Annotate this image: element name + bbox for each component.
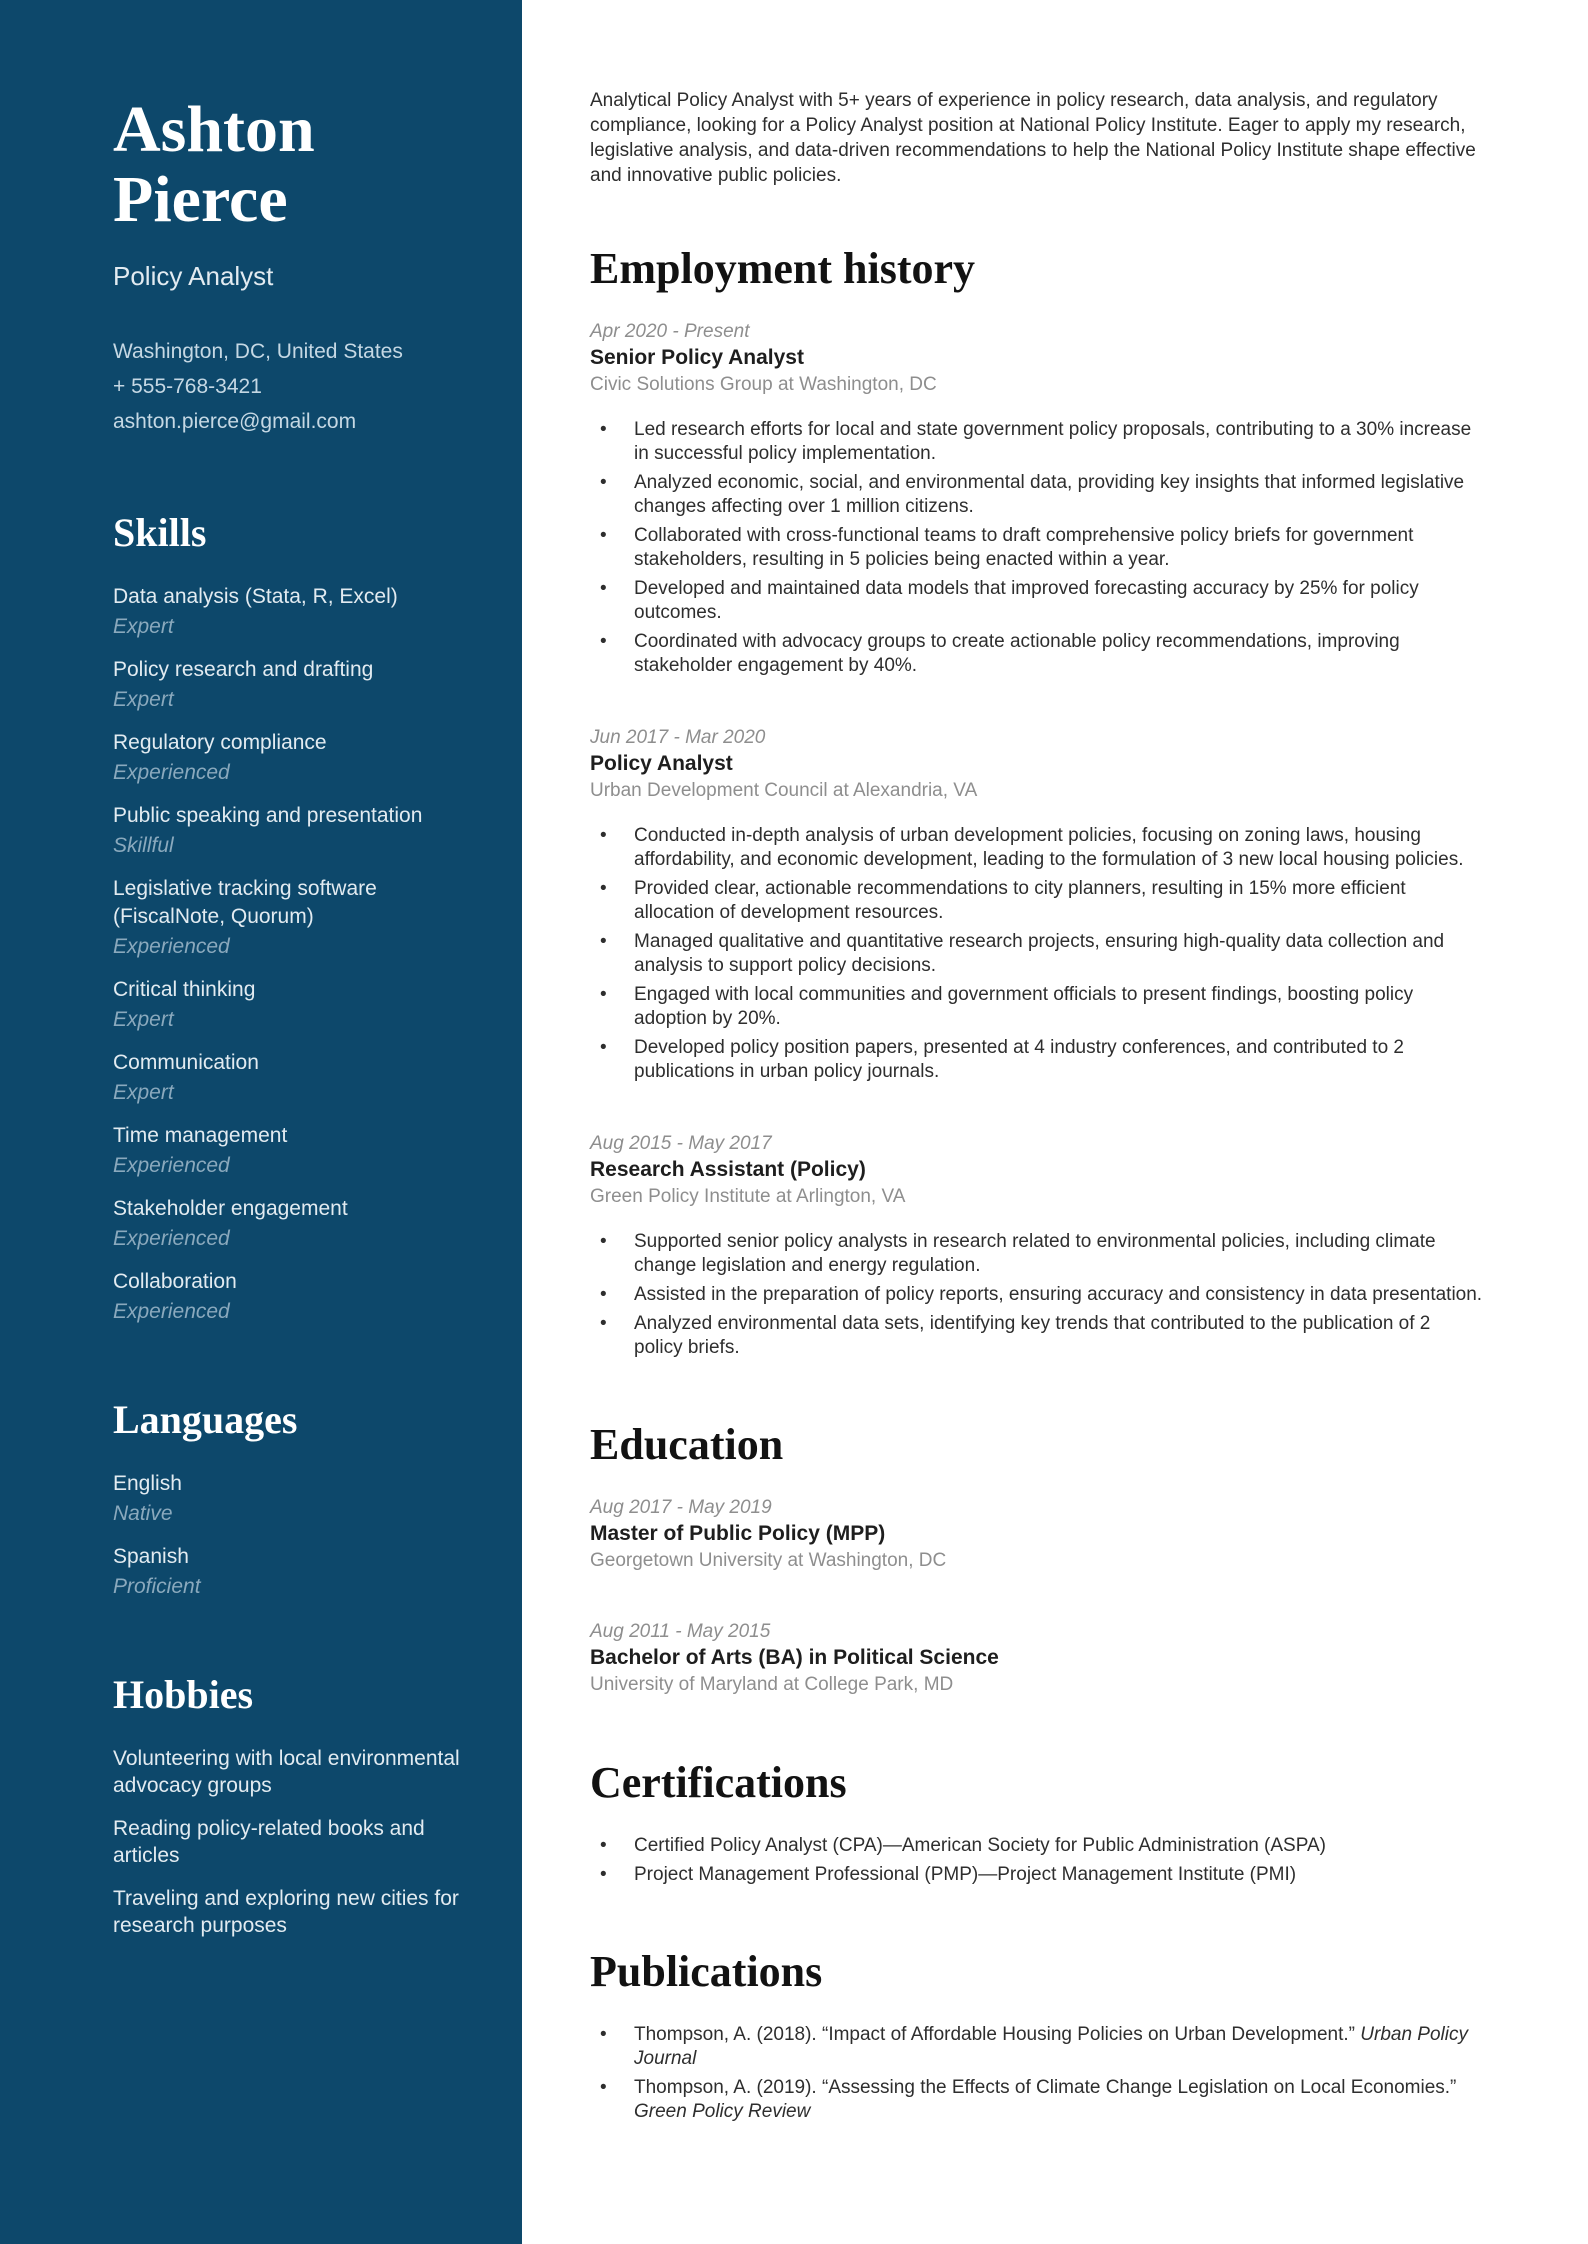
job-bullet: • Collaborated with cross-functional teams to draft comprehensive policy briefs for government stakeholders, resulting in 5 policies being enacted within a year. <box>590 524 1484 572</box>
profile-summary: Analytical Policy Analyst with 5+ years of experience in policy research, data analysis, and regulatory compliance, looking for a Policy Analyst position at National Policy Institute. Eager to apply my research, legislative analysis, and data-driven recommendations to help the National Policy Institute shape effective and innovative public policies. <box>590 90 1476 186</box>
hobby-item: Reading policy-related books and articles <box>113 1817 425 1867</box>
skill-level: Expert <box>113 615 174 638</box>
job-bullet: • Analyzed economic, social, and environmental data, providing key insights that informed legislative changes affecting over 1 million citizens. <box>590 471 1484 519</box>
main-content <box>522 0 1588 2244</box>
contact-email: ashton.pierce@gmail.com <box>113 410 357 433</box>
skill-item <box>113 1195 464 1253</box>
publication-journal: Urban Policy Journal <box>634 2024 1468 2069</box>
job-entry <box>590 1132 1484 1360</box>
language-name: English <box>113 1472 182 1495</box>
language-level: Native <box>113 1502 173 1525</box>
hobby-item: Volunteering with local environmental advocacy groups <box>113 1747 460 1797</box>
skill-name: Legislative tracking software (FiscalNote, Quorum) <box>113 877 377 928</box>
job-dates: Apr 2020 - Present <box>590 321 750 342</box>
job-company: Civic Solutions Group at Washington, DC <box>590 374 937 395</box>
candidate-job-title: Policy Analyst <box>113 261 274 291</box>
language-name: Spanish <box>113 1545 189 1568</box>
skill-item <box>113 1268 464 1326</box>
job-bullet: • Analyzed environmental data sets, identifying key trends that contributed to the publication of 2 policy briefs. <box>590 1312 1484 1360</box>
languages-list <box>113 1470 464 1601</box>
job-title: Research Assistant (Policy) <box>590 1158 866 1181</box>
publications-list <box>590 2023 1484 2124</box>
contact-location: Washington, DC, United States <box>113 340 403 363</box>
job-company: Urban Development Council at Alexandria, VA <box>590 780 978 801</box>
sidebar <box>0 0 522 2244</box>
skill-name: Critical thinking <box>113 978 256 1001</box>
candidate-last-name: Pierce <box>113 163 288 236</box>
publications-heading: Publications <box>590 1947 823 1996</box>
skill-level: Expert <box>113 1008 174 1031</box>
skill-name: Public speaking and presentation <box>113 804 423 827</box>
job-bullet: • Developed policy position papers, presented at 4 industry conferences, and contributed to 2 publications in urban policy journals. <box>590 1036 1484 1084</box>
skill-level: Expert <box>113 1081 174 1104</box>
skill-name: Data analysis (Stata, R, Excel) <box>113 585 398 608</box>
certification-item: • Certified Policy Analyst (CPA)—American Society for Public Administration (ASPA) <box>590 1834 1484 1858</box>
skill-item <box>113 1122 464 1180</box>
hobby-item: Traveling and exploring new cities for research purposes <box>113 1887 459 1937</box>
skills-list <box>113 583 464 1326</box>
education-entry <box>590 1620 1484 1698</box>
job-bullet: • Assisted in the preparation of policy reports, ensuring accuracy and consistency in data presentation. <box>590 1283 1484 1307</box>
job-bullets <box>590 824 1484 1084</box>
job-title: Policy Analyst <box>590 752 733 775</box>
job-bullet: • Coordinated with advocacy groups to create actionable policy recommendations, improving stakeholder engagement by 40%. <box>590 630 1484 678</box>
education-section <box>590 1420 1484 1698</box>
publication-journal: Green Policy Review <box>634 2101 811 2122</box>
job-bullet: • Managed qualitative and quantitative research projects, ensuring high-quality data collection and analysis to support policy decisions. <box>590 930 1484 978</box>
job-dates: Jun 2017 - Mar 2020 <box>590 727 766 748</box>
education-degree: Master of Public Policy (MPP) <box>590 1522 886 1545</box>
contact-block <box>113 334 464 439</box>
skill-name: Time management <box>113 1124 288 1147</box>
jobs-list <box>590 320 1484 1360</box>
job-bullets <box>590 418 1484 678</box>
job-entry <box>590 726 1484 1084</box>
certifications-section <box>590 1758 1484 1887</box>
language-level: Proficient <box>113 1575 201 1598</box>
candidate-first-name: Ashton <box>113 93 315 166</box>
skill-name: Regulatory compliance <box>113 731 327 754</box>
hobbies-list <box>113 1745 464 1939</box>
skill-name: Policy research and drafting <box>113 658 374 681</box>
employment-heading: Employment history <box>590 244 975 293</box>
publication-citation: Thompson, A. (2018). “Impact of Affordable Housing Policies on Urban Development.” <box>634 2024 1355 2045</box>
job-bullet: • Supported senior policy analysts in research related to environmental policies, including climate change legislation and energy regulation. <box>590 1230 1484 1278</box>
contact-phone: + 555-768-3421 <box>113 375 262 398</box>
education-heading: Education <box>590 1420 784 1469</box>
skill-item <box>113 656 464 714</box>
job-bullet: • Provided clear, actionable recommendations to city planners, resulting in 15% more efficient allocation of development resources. <box>590 877 1484 925</box>
skill-item <box>113 802 464 860</box>
skill-name: Collaboration <box>113 1270 237 1293</box>
certification-item: • Project Management Professional (PMP)—Project Management Institute (PMI) <box>590 1863 1484 1887</box>
job-company: Green Policy Institute at Arlington, VA <box>590 1186 906 1207</box>
job-bullet: • Led research efforts for local and state government policy proposals, contributing to a 30% increase in successful policy implementation. <box>590 418 1484 466</box>
job-bullet: • Developed and maintained data models that improved forecasting accuracy by 25% for policy outcomes. <box>590 577 1484 625</box>
education-school: Georgetown University at Washington, DC <box>590 1550 947 1571</box>
skill-item <box>113 583 464 641</box>
languages-section <box>113 1396 464 1601</box>
skill-item <box>113 976 464 1034</box>
job-entry <box>590 320 1484 678</box>
publication-item <box>590 2076 1484 2124</box>
skills-section <box>113 509 464 1326</box>
publications-section <box>590 1947 1484 2124</box>
publication-item <box>590 2023 1484 2071</box>
hobbies-heading: Hobbies <box>113 1672 254 1717</box>
skill-item <box>113 875 464 961</box>
education-school: University of Maryland at College Park, MD <box>590 1674 954 1695</box>
employment-section <box>590 244 1484 1360</box>
skill-name: Communication <box>113 1051 259 1074</box>
job-bullet: • Conducted in-depth analysis of urban development policies, focusing on zoning laws, housing affordability, and economic development, leading to the formulation of 3 new local housing policies. <box>590 824 1484 872</box>
education-list <box>590 1496 1484 1698</box>
language-item <box>113 1543 464 1601</box>
education-dates: Aug 2011 - May 2015 <box>590 1621 771 1642</box>
skill-item <box>113 1049 464 1107</box>
skill-name: Stakeholder engagement <box>113 1197 348 1220</box>
skills-heading: Skills <box>113 510 207 555</box>
language-item <box>113 1470 464 1528</box>
publication-citation: Thompson, A. (2019). “Assessing the Effects of Climate Change Legislation on Local Economies.” <box>634 2077 1457 2098</box>
certifications-list <box>590 1834 1484 1887</box>
skill-level: Expert <box>113 688 174 711</box>
skill-level: Skillful <box>113 834 174 857</box>
skill-level: Experienced <box>113 1227 230 1250</box>
hobbies-section <box>113 1671 464 1939</box>
education-dates: Aug 2017 - May 2019 <box>590 1497 772 1518</box>
education-entry <box>590 1496 1484 1574</box>
job-bullet: • Engaged with local communities and government officials to present findings, boosting policy adoption by 20%. <box>590 983 1484 1031</box>
languages-heading: Languages <box>113 1397 298 1442</box>
skill-level: Experienced <box>113 1154 230 1177</box>
education-degree: Bachelor of Arts (BA) in Political Science <box>590 1646 999 1669</box>
skill-level: Experienced <box>113 761 230 784</box>
skill-level: Experienced <box>113 1300 230 1323</box>
candidate-name <box>113 95 464 235</box>
job-bullets <box>590 1230 1484 1360</box>
job-title: Senior Policy Analyst <box>590 346 804 369</box>
skill-level: Experienced <box>113 935 230 958</box>
certifications-heading: Certifications <box>590 1758 847 1807</box>
skill-item <box>113 729 464 787</box>
job-dates: Aug 2015 - May 2017 <box>590 1133 772 1154</box>
